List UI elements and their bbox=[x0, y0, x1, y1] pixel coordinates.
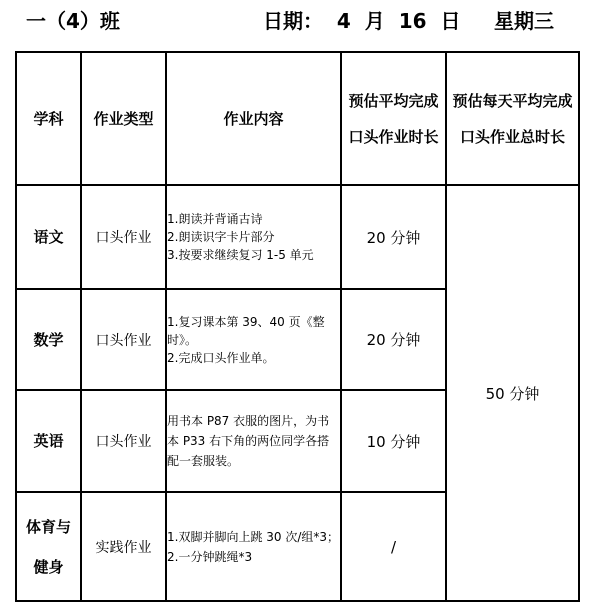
header-type: 作业类型 bbox=[81, 52, 166, 185]
content-line: 1.复习课本第 39、40 页《整时》。 bbox=[167, 314, 325, 347]
content-cell bbox=[166, 492, 341, 601]
content-line: 2.朗读识字卡片部分 bbox=[167, 230, 275, 244]
table-row bbox=[16, 185, 579, 289]
subject-cell: 英语 bbox=[16, 390, 81, 492]
content-line: 1.朗读并背诵古诗 bbox=[167, 212, 263, 226]
date-text: 日期： 4 月 16 日 bbox=[263, 9, 461, 33]
content-line: 3.按要求继续复习 1-5 单元 bbox=[167, 248, 314, 262]
content-line: 1.双脚并脚向上跳 30 次/组*3； bbox=[167, 529, 340, 544]
type-cell: 口头作业 bbox=[81, 289, 166, 390]
minutes-cell: 10 分钟 bbox=[341, 390, 446, 492]
header-avg-time: 预估平均完成口头作业时长 bbox=[341, 52, 446, 185]
subject-cell: 语文 bbox=[16, 185, 81, 289]
content-line: 2.完成口头作业单。 bbox=[167, 350, 275, 365]
minutes-cell: / bbox=[341, 492, 446, 601]
header-subject: 学科 bbox=[16, 52, 81, 185]
page-header bbox=[0, 0, 592, 46]
subject-cell: 体育与健身 bbox=[16, 492, 81, 601]
content-cell bbox=[166, 390, 341, 492]
minutes-cell: 20 分钟 bbox=[341, 185, 446, 289]
homework-table bbox=[15, 51, 580, 602]
content-cell bbox=[166, 185, 341, 289]
total-time-cell: 50 分钟 bbox=[446, 185, 579, 601]
type-cell: 口头作业 bbox=[81, 390, 166, 492]
minutes-cell: 20 分钟 bbox=[341, 289, 446, 390]
weekday-text: 星期三 bbox=[494, 9, 554, 33]
subject-cell: 数学 bbox=[16, 289, 81, 390]
content-line: 2.一分钟跳绳*3 bbox=[167, 549, 253, 564]
type-cell: 实践作业 bbox=[81, 492, 166, 601]
header-row bbox=[16, 52, 579, 185]
content-line: 用书本 P87 衣服的图片，为书本 P33 右下角的两位同学各搭配一套服装。 bbox=[167, 414, 330, 468]
class-title: 一（4）班 bbox=[26, 9, 120, 33]
header-content: 作业内容 bbox=[166, 52, 341, 185]
content-cell bbox=[166, 289, 341, 390]
header-total-time: 预估每天平均完成口头作业总时长 bbox=[446, 52, 579, 185]
type-cell: 口头作业 bbox=[81, 185, 166, 289]
